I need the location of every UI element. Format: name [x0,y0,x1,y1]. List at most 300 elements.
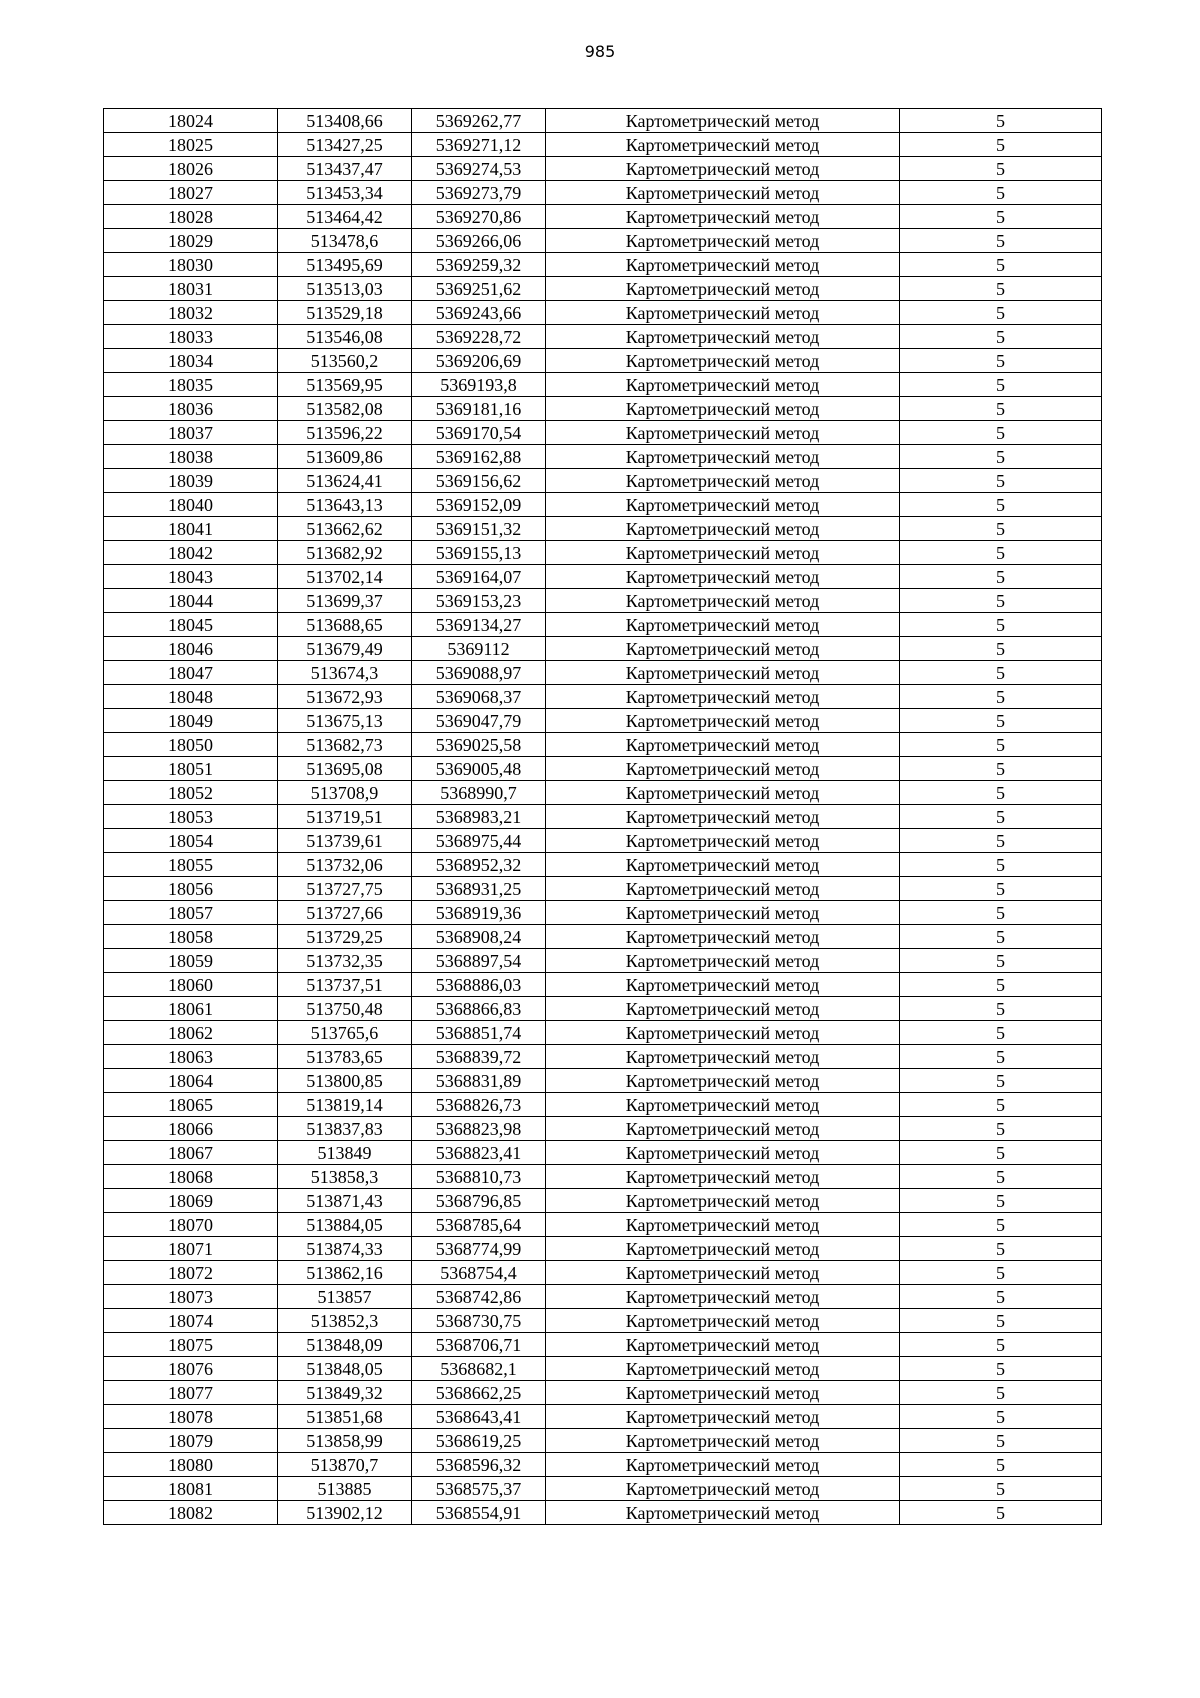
accuracy-cell: 5 [900,109,1102,133]
x-coordinate-cell: 513569,95 [278,373,412,397]
point-number-cell: 18079 [104,1429,278,1453]
accuracy-cell: 5 [900,949,1102,973]
method-cell: Картометрический метод [546,205,900,229]
y-coordinate-cell: 5368823,41 [412,1141,546,1165]
table-row [104,421,1102,445]
point-number-cell: 18052 [104,781,278,805]
table-row [104,1069,1102,1093]
x-coordinate-cell: 513702,14 [278,565,412,589]
accuracy-cell: 5 [900,853,1102,877]
y-coordinate-cell: 5369134,27 [412,613,546,637]
method-cell: Картометрический метод [546,1453,900,1477]
method-cell: Картометрический метод [546,1501,900,1525]
accuracy-cell: 5 [900,637,1102,661]
y-coordinate-cell: 5369155,13 [412,541,546,565]
table-row [104,205,1102,229]
table-row [104,1333,1102,1357]
method-cell: Картометрический метод [546,397,900,421]
y-coordinate-cell: 5369170,54 [412,421,546,445]
y-coordinate-cell: 5369088,97 [412,661,546,685]
accuracy-cell: 5 [900,1237,1102,1261]
y-coordinate-cell: 5369270,86 [412,205,546,229]
accuracy-cell: 5 [900,1309,1102,1333]
x-coordinate-cell: 513848,09 [278,1333,412,1357]
y-coordinate-cell: 5368730,75 [412,1309,546,1333]
method-cell: Картометрический метод [546,493,900,517]
point-number-cell: 18027 [104,181,278,205]
point-number-cell: 18041 [104,517,278,541]
point-number-cell: 18042 [104,541,278,565]
accuracy-cell: 5 [900,1141,1102,1165]
x-coordinate-cell: 513737,51 [278,973,412,997]
accuracy-cell: 5 [900,445,1102,469]
accuracy-cell: 5 [900,1405,1102,1429]
accuracy-cell: 5 [900,1453,1102,1477]
x-coordinate-cell: 513858,3 [278,1165,412,1189]
accuracy-cell: 5 [900,421,1102,445]
table-row [104,1285,1102,1309]
point-number-cell: 18033 [104,325,278,349]
accuracy-cell: 5 [900,373,1102,397]
table-row [104,541,1102,565]
y-coordinate-cell: 5368742,86 [412,1285,546,1309]
accuracy-cell: 5 [900,997,1102,1021]
page-number: 985 [584,42,616,61]
accuracy-cell: 5 [900,517,1102,541]
accuracy-cell: 5 [900,253,1102,277]
x-coordinate-cell: 513884,05 [278,1213,412,1237]
table-row [104,589,1102,613]
accuracy-cell: 5 [900,1357,1102,1381]
method-cell: Картометрический метод [546,1213,900,1237]
table-row [104,1405,1102,1429]
method-cell: Картометрический метод [546,1357,900,1381]
method-cell: Картометрический метод [546,277,900,301]
y-coordinate-cell: 5369025,58 [412,733,546,757]
y-coordinate-cell: 5369274,53 [412,157,546,181]
point-number-cell: 18049 [104,709,278,733]
table-row [104,1045,1102,1069]
x-coordinate-cell: 513699,37 [278,589,412,613]
x-coordinate-cell: 513852,3 [278,1309,412,1333]
x-coordinate-cell: 513529,18 [278,301,412,325]
point-number-cell: 18082 [104,1501,278,1525]
point-number-cell: 18073 [104,1285,278,1309]
x-coordinate-cell: 513682,73 [278,733,412,757]
x-coordinate-cell: 513708,9 [278,781,412,805]
point-number-cell: 18048 [104,685,278,709]
y-coordinate-cell: 5369228,72 [412,325,546,349]
method-cell: Картометрический метод [546,1333,900,1357]
point-number-cell: 18038 [104,445,278,469]
y-coordinate-cell: 5368774,99 [412,1237,546,1261]
x-coordinate-cell: 513427,25 [278,133,412,157]
method-cell: Картометрический метод [546,1021,900,1045]
method-cell: Картометрический метод [546,853,900,877]
point-number-cell: 18058 [104,925,278,949]
accuracy-cell: 5 [900,709,1102,733]
accuracy-cell: 5 [900,613,1102,637]
accuracy-cell: 5 [900,685,1102,709]
method-cell: Картометрический метод [546,1093,900,1117]
x-coordinate-cell: 513732,06 [278,853,412,877]
y-coordinate-cell: 5368897,54 [412,949,546,973]
point-number-cell: 18077 [104,1381,278,1405]
y-coordinate-cell: 5369262,77 [412,109,546,133]
point-number-cell: 18031 [104,277,278,301]
table-row [104,1381,1102,1405]
table-row [104,229,1102,253]
table-row [104,1213,1102,1237]
accuracy-cell: 5 [900,781,1102,805]
table-row [104,1237,1102,1261]
method-cell: Картометрический метод [546,781,900,805]
method-cell: Картометрический метод [546,253,900,277]
x-coordinate-cell: 513408,66 [278,109,412,133]
method-cell: Картометрический метод [546,805,900,829]
y-coordinate-cell: 5369181,16 [412,397,546,421]
point-number-cell: 18045 [104,613,278,637]
accuracy-cell: 5 [900,1333,1102,1357]
table-row [104,925,1102,949]
accuracy-cell: 5 [900,1189,1102,1213]
point-number-cell: 18055 [104,853,278,877]
accuracy-cell: 5 [900,325,1102,349]
x-coordinate-cell: 513695,08 [278,757,412,781]
method-cell: Картометрический метод [546,1069,900,1093]
x-coordinate-cell: 513819,14 [278,1093,412,1117]
table-row [104,901,1102,925]
x-coordinate-cell: 513495,69 [278,253,412,277]
x-coordinate-cell: 513675,13 [278,709,412,733]
table-row [104,877,1102,901]
point-number-cell: 18067 [104,1141,278,1165]
y-coordinate-cell: 5369259,32 [412,253,546,277]
table-row [104,277,1102,301]
y-coordinate-cell: 5369112 [412,637,546,661]
point-number-cell: 18029 [104,229,278,253]
method-cell: Картометрический метод [546,565,900,589]
point-number-cell: 18034 [104,349,278,373]
accuracy-cell: 5 [900,733,1102,757]
point-number-cell: 18080 [104,1453,278,1477]
y-coordinate-cell: 5368554,91 [412,1501,546,1525]
accuracy-cell: 5 [900,397,1102,421]
x-coordinate-cell: 513902,12 [278,1501,412,1525]
point-number-cell: 18071 [104,1237,278,1261]
y-coordinate-cell: 5368823,98 [412,1117,546,1141]
x-coordinate-cell: 513727,75 [278,877,412,901]
y-coordinate-cell: 5369251,62 [412,277,546,301]
y-coordinate-cell: 5368810,73 [412,1165,546,1189]
table-row [104,949,1102,973]
accuracy-cell: 5 [900,589,1102,613]
x-coordinate-cell: 513682,92 [278,541,412,565]
x-coordinate-cell: 513464,42 [278,205,412,229]
method-cell: Картометрический метод [546,517,900,541]
accuracy-cell: 5 [900,1213,1102,1237]
table-row [104,1117,1102,1141]
accuracy-cell: 5 [900,541,1102,565]
method-cell: Картометрический метод [546,613,900,637]
point-number-cell: 18074 [104,1309,278,1333]
method-cell: Картометрический метод [546,1165,900,1189]
table-row [104,253,1102,277]
method-cell: Картометрический метод [546,1141,900,1165]
table-row [104,1429,1102,1453]
accuracy-cell: 5 [900,1381,1102,1405]
method-cell: Картометрический метод [546,973,900,997]
table-row [104,157,1102,181]
y-coordinate-cell: 5368983,21 [412,805,546,829]
table-row [104,661,1102,685]
accuracy-cell: 5 [900,493,1102,517]
accuracy-cell: 5 [900,757,1102,781]
point-number-cell: 18065 [104,1093,278,1117]
method-cell: Картометрический метод [546,901,900,925]
y-coordinate-cell: 5368643,41 [412,1405,546,1429]
point-number-cell: 18061 [104,997,278,1021]
table-row [104,1189,1102,1213]
point-number-cell: 18081 [104,1477,278,1501]
x-coordinate-cell: 513849 [278,1141,412,1165]
method-cell: Картометрический метод [546,1429,900,1453]
method-cell: Картометрический метод [546,373,900,397]
method-cell: Картометрический метод [546,589,900,613]
y-coordinate-cell: 5368596,32 [412,1453,546,1477]
accuracy-cell: 5 [900,349,1102,373]
accuracy-cell: 5 [900,157,1102,181]
table-row [104,1477,1102,1501]
point-number-cell: 18050 [104,733,278,757]
table-row [104,781,1102,805]
y-coordinate-cell: 5368851,74 [412,1021,546,1045]
accuracy-cell: 5 [900,661,1102,685]
y-coordinate-cell: 5369156,62 [412,469,546,493]
accuracy-cell: 5 [900,877,1102,901]
x-coordinate-cell: 513513,03 [278,277,412,301]
method-cell: Картометрический метод [546,1237,900,1261]
x-coordinate-cell: 513727,66 [278,901,412,925]
table-row [104,1261,1102,1285]
method-cell: Картометрический метод [546,349,900,373]
y-coordinate-cell: 5369152,09 [412,493,546,517]
point-number-cell: 18070 [104,1213,278,1237]
y-coordinate-cell: 5368826,73 [412,1093,546,1117]
x-coordinate-cell: 513750,48 [278,997,412,1021]
x-coordinate-cell: 513478,6 [278,229,412,253]
point-number-cell: 18026 [104,157,278,181]
x-coordinate-cell: 513729,25 [278,925,412,949]
table-row [104,1309,1102,1333]
y-coordinate-cell: 5369151,32 [412,517,546,541]
point-number-cell: 18076 [104,1357,278,1381]
point-number-cell: 18062 [104,1021,278,1045]
x-coordinate-cell: 513672,93 [278,685,412,709]
method-cell: Картометрический метод [546,421,900,445]
table-row [104,469,1102,493]
x-coordinate-cell: 513870,7 [278,1453,412,1477]
x-coordinate-cell: 513739,61 [278,829,412,853]
table-row [104,1021,1102,1045]
accuracy-cell: 5 [900,1093,1102,1117]
method-cell: Картометрический метод [546,301,900,325]
point-number-cell: 18035 [104,373,278,397]
point-number-cell: 18046 [104,637,278,661]
point-number-cell: 18047 [104,661,278,685]
accuracy-cell: 5 [900,1069,1102,1093]
table-row [104,757,1102,781]
method-cell: Картометрический метод [546,1261,900,1285]
y-coordinate-cell: 5368952,32 [412,853,546,877]
x-coordinate-cell: 513732,35 [278,949,412,973]
accuracy-cell: 5 [900,277,1102,301]
accuracy-cell: 5 [900,1117,1102,1141]
method-cell: Картометрический метод [546,109,900,133]
accuracy-cell: 5 [900,469,1102,493]
x-coordinate-cell: 513800,85 [278,1069,412,1093]
method-cell: Картометрический метод [546,1045,900,1069]
y-coordinate-cell: 5368619,25 [412,1429,546,1453]
y-coordinate-cell: 5369193,8 [412,373,546,397]
x-coordinate-cell: 513624,41 [278,469,412,493]
y-coordinate-cell: 5369162,88 [412,445,546,469]
accuracy-cell: 5 [900,805,1102,829]
method-cell: Картометрический метод [546,445,900,469]
point-number-cell: 18051 [104,757,278,781]
accuracy-cell: 5 [900,301,1102,325]
table-row [104,637,1102,661]
accuracy-cell: 5 [900,1165,1102,1189]
method-cell: Картометрический метод [546,157,900,181]
y-coordinate-cell: 5368682,1 [412,1357,546,1381]
table-row [104,373,1102,397]
point-number-cell: 18060 [104,973,278,997]
accuracy-cell: 5 [900,181,1102,205]
accuracy-cell: 5 [900,1285,1102,1309]
table-row [104,829,1102,853]
accuracy-cell: 5 [900,205,1102,229]
table-row [104,133,1102,157]
y-coordinate-cell: 5369164,07 [412,565,546,589]
table-row [104,853,1102,877]
y-coordinate-cell: 5369271,12 [412,133,546,157]
table-row [104,517,1102,541]
method-cell: Картометрический метод [546,1285,900,1309]
point-number-cell: 18068 [104,1165,278,1189]
point-number-cell: 18030 [104,253,278,277]
table-row [104,613,1102,637]
x-coordinate-cell: 513783,65 [278,1045,412,1069]
table-row [104,325,1102,349]
x-coordinate-cell: 513837,83 [278,1117,412,1141]
y-coordinate-cell: 5368796,85 [412,1189,546,1213]
table-row [104,733,1102,757]
y-coordinate-cell: 5369005,48 [412,757,546,781]
method-cell: Картометрический метод [546,1309,900,1333]
y-coordinate-cell: 5368866,83 [412,997,546,1021]
point-number-cell: 18044 [104,589,278,613]
point-number-cell: 18066 [104,1117,278,1141]
method-cell: Картометрический метод [546,229,900,253]
y-coordinate-cell: 5368839,72 [412,1045,546,1069]
method-cell: Картометрический метод [546,685,900,709]
method-cell: Картометрический метод [546,133,900,157]
accuracy-cell: 5 [900,925,1102,949]
y-coordinate-cell: 5369273,79 [412,181,546,205]
table-row [104,109,1102,133]
y-coordinate-cell: 5368990,7 [412,781,546,805]
y-coordinate-cell: 5369243,66 [412,301,546,325]
y-coordinate-cell: 5368662,25 [412,1381,546,1405]
method-cell: Картометрический метод [546,1117,900,1141]
y-coordinate-cell: 5369266,06 [412,229,546,253]
y-coordinate-cell: 5368931,25 [412,877,546,901]
method-cell: Картометрический метод [546,637,900,661]
x-coordinate-cell: 513849,32 [278,1381,412,1405]
y-coordinate-cell: 5368754,4 [412,1261,546,1285]
table-row [104,1501,1102,1525]
x-coordinate-cell: 513662,62 [278,517,412,541]
y-coordinate-cell: 5368908,24 [412,925,546,949]
accuracy-cell: 5 [900,901,1102,925]
point-number-cell: 18075 [104,1333,278,1357]
point-number-cell: 18032 [104,301,278,325]
point-number-cell: 18078 [104,1405,278,1429]
table-row [104,181,1102,205]
table-row [104,973,1102,997]
table-row [104,1141,1102,1165]
accuracy-cell: 5 [900,1501,1102,1525]
accuracy-cell: 5 [900,1429,1102,1453]
y-coordinate-cell: 5368575,37 [412,1477,546,1501]
point-number-cell: 18028 [104,205,278,229]
x-coordinate-cell: 513596,22 [278,421,412,445]
method-cell: Картометрический метод [546,757,900,781]
x-coordinate-cell: 513848,05 [278,1357,412,1381]
y-coordinate-cell: 5368975,44 [412,829,546,853]
x-coordinate-cell: 513851,68 [278,1405,412,1429]
accuracy-cell: 5 [900,565,1102,589]
table-row [104,301,1102,325]
accuracy-cell: 5 [900,829,1102,853]
table-row [104,1093,1102,1117]
method-cell: Картометрический метод [546,829,900,853]
coordinates-table-body [104,109,1102,1525]
point-number-cell: 18043 [104,565,278,589]
point-number-cell: 18040 [104,493,278,517]
method-cell: Картометрический метод [546,925,900,949]
point-number-cell: 18063 [104,1045,278,1069]
x-coordinate-cell: 513862,16 [278,1261,412,1285]
method-cell: Картометрический метод [546,469,900,493]
method-cell: Картометрический метод [546,997,900,1021]
y-coordinate-cell: 5369206,69 [412,349,546,373]
point-number-cell: 18064 [104,1069,278,1093]
x-coordinate-cell: 513679,49 [278,637,412,661]
table-row [104,1357,1102,1381]
method-cell: Картометрический метод [546,1189,900,1213]
method-cell: Картометрический метод [546,709,900,733]
method-cell: Картометрический метод [546,877,900,901]
y-coordinate-cell: 5368919,36 [412,901,546,925]
table-row [104,1165,1102,1189]
x-coordinate-cell: 513874,33 [278,1237,412,1261]
point-number-cell: 18037 [104,421,278,445]
point-number-cell: 18059 [104,949,278,973]
method-cell: Картометрический метод [546,181,900,205]
point-number-cell: 18057 [104,901,278,925]
